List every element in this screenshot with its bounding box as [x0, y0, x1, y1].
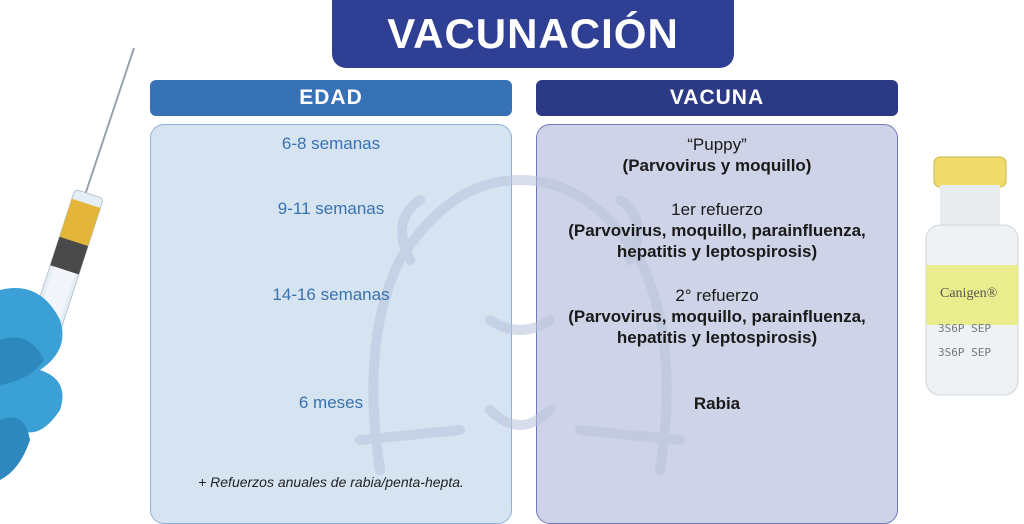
row-1-vaccine-name: “Puppy”	[687, 135, 747, 154]
row-2-vaccine	[536, 199, 898, 262]
row-3-vaccine	[536, 285, 898, 348]
row-1-age: 6-8 semanas	[281, 134, 381, 153]
row-1-vaccine-detail: (Parvovirus y moquillo)	[622, 156, 812, 175]
page-title: VACUNACIÓN	[387, 10, 679, 57]
row-4-vaccine	[536, 393, 898, 414]
row-4-age: 6 meses	[298, 393, 364, 412]
title-banner	[332, 0, 734, 68]
edad-column-header: EDAD	[150, 80, 512, 116]
vial-code-2: 3S6P SEP	[938, 346, 991, 359]
row-3-age: 14-16 semanas	[272, 285, 390, 304]
vacuna-column-header: VACUNA	[536, 80, 898, 116]
syringe-hand-illustration	[0, 40, 150, 512]
footnote: + Refuerzos anuales de rabia/penta-hepta.	[198, 474, 464, 490]
row-2-vaccine-detail: (Parvovirus, moquillo, parainfluenza, hepatitis y leptospirosis)	[568, 221, 866, 261]
row-4-vaccine-name: Rabia	[693, 394, 741, 413]
vaccine-vial-illustration	[916, 155, 1024, 405]
row-3-vaccine-name: 2° refuerzo	[675, 286, 759, 305]
row-2-age: 9-11 semanas	[277, 199, 385, 218]
row-2-vaccine-name: 1er refuerzo	[671, 200, 763, 219]
row-1-vaccine	[536, 134, 898, 176]
vial-code-1: 3S6P SEP	[938, 322, 991, 335]
row-3-vaccine-detail: (Parvovirus, moquillo, parainfluenza, hepatitis y leptospirosis)	[568, 307, 866, 347]
vial-brand: Canigen®	[940, 286, 998, 301]
